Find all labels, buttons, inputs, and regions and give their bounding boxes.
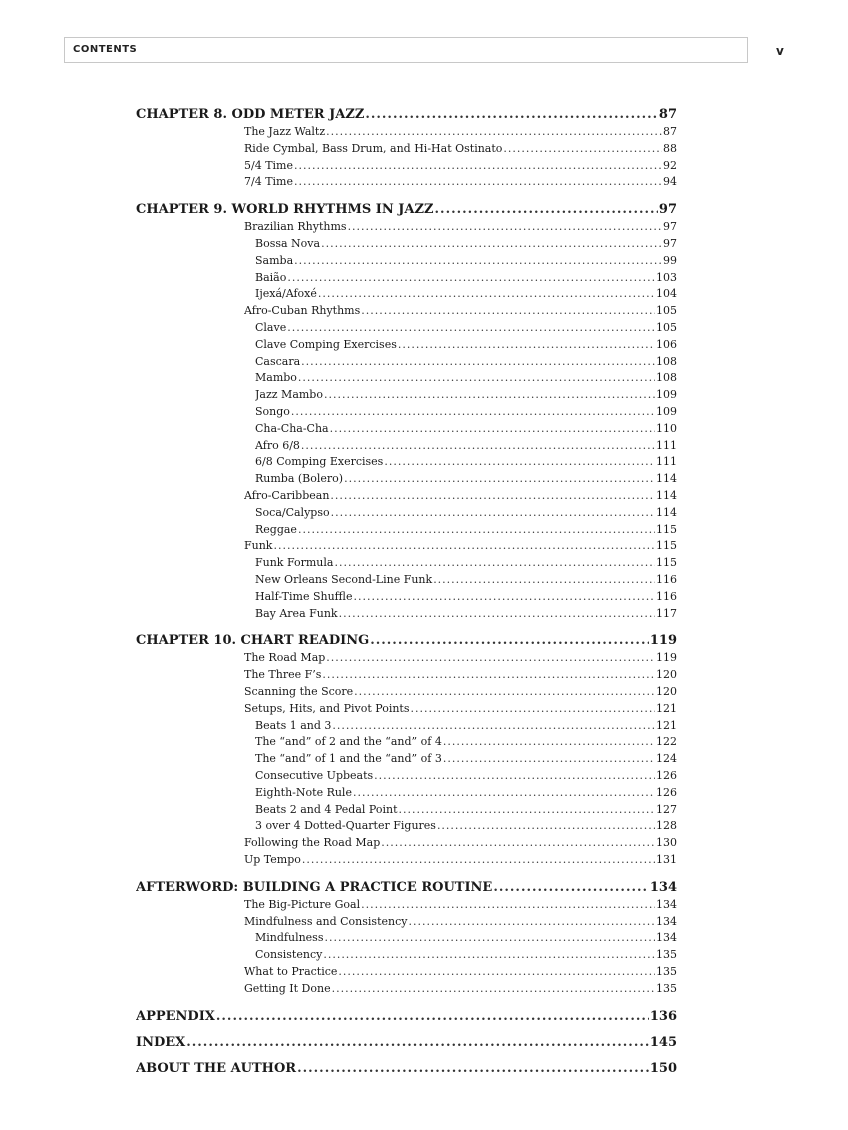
- toc-entry-page: 121: [656, 718, 677, 732]
- toc-entry-title: Half-Time Shuffle: [255, 589, 353, 603]
- toc-entry[interactable]: [255, 751, 677, 767]
- toc-entry-title: Scanning the Score: [244, 685, 354, 698]
- toc-dot-leader: [384, 454, 655, 470]
- toc-entry-page: 92: [663, 158, 677, 172]
- toc-entry-title: 6/8 Comping Exercises: [255, 455, 384, 469]
- toc-entry-page: 97: [658, 202, 677, 218]
- toc-entry-page: 120: [656, 668, 677, 682]
- toc-dot-leader: [332, 981, 655, 997]
- toc-dot-leader: [399, 802, 655, 818]
- toc-entry-title: Ijexá/Afoxé: [255, 287, 317, 301]
- toc-entry-page: 99: [663, 253, 677, 267]
- toc-dot-leader: [291, 404, 655, 420]
- toc-entry-title: The Jazz Waltz: [244, 125, 326, 138]
- toc-entry[interactable]: [244, 701, 677, 717]
- toc-entry[interactable]: [244, 835, 677, 851]
- toc-entry[interactable]: [244, 897, 677, 913]
- toc-entry[interactable]: [244, 124, 677, 140]
- toc-entry[interactable]: [255, 522, 677, 538]
- toc-entry-title: Cascara: [255, 354, 301, 368]
- toc-entry-title: INDEX: [136, 1034, 186, 1050]
- toc-entry-title: Mindfulness: [255, 931, 324, 945]
- toc-entry-page: 115: [656, 556, 677, 570]
- toc-entry[interactable]: [244, 488, 677, 504]
- toc-entry[interactable]: [255, 930, 677, 946]
- toc-entry-title: Mambo: [255, 371, 297, 385]
- toc-entry[interactable]: [255, 438, 677, 454]
- toc-entry-title: Songo: [255, 405, 290, 418]
- toc-dot-leader: [216, 1008, 649, 1026]
- toc-entry-title: Consistency: [255, 948, 323, 962]
- toc-dot-leader: [287, 320, 655, 336]
- toc-entry-title: The Big-Picture Goal: [244, 897, 361, 911]
- toc-entry-page: 127: [656, 802, 677, 816]
- toc-dot-leader: [301, 354, 655, 370]
- toc-entry-title: Cha-Cha-Cha: [255, 421, 329, 435]
- toc-entry[interactable]: [244, 852, 677, 868]
- toc-chapter-entry[interactable]: [136, 1060, 677, 1078]
- toc-entry-page: 97: [663, 237, 677, 250]
- toc-entry-page: 110: [656, 421, 677, 435]
- toc-entry-page: 134: [656, 897, 677, 911]
- toc-entry[interactable]: [255, 253, 677, 269]
- toc-entry[interactable]: [255, 286, 677, 302]
- toc-entry[interactable]: [255, 785, 677, 801]
- toc-entry-page: 119: [649, 633, 677, 649]
- toc-dot-leader: [433, 572, 655, 588]
- toc-dot-leader: [302, 852, 655, 868]
- toc-entry-title: APPENDIX: [136, 1008, 215, 1024]
- toc-entry-page: 108: [656, 371, 677, 385]
- toc-entry-title: Afro-Caribbean: [244, 489, 330, 502]
- toc-dot-leader: [186, 1034, 649, 1052]
- toc-entry-page: 120: [656, 685, 677, 698]
- toc-entry[interactable]: [244, 667, 677, 683]
- toc-dot-leader: [354, 684, 655, 700]
- toc-dot-leader: [294, 174, 662, 190]
- toc-entry[interactable]: [255, 718, 677, 734]
- toc-entry[interactable]: [244, 158, 677, 174]
- toc-entry[interactable]: [255, 454, 677, 470]
- toc-entry-title: Getting It Done: [244, 981, 331, 995]
- toc-entry[interactable]: [255, 236, 677, 252]
- toc-dot-leader: [323, 947, 655, 963]
- toc-dot-leader: [408, 914, 655, 930]
- toc-entry-title: Baião: [255, 270, 287, 284]
- toc-entry-page: 114: [656, 505, 677, 519]
- toc-entry-page: 124: [656, 752, 677, 766]
- toc-entry[interactable]: [255, 572, 677, 588]
- toc-entry-title: Reggae: [255, 522, 297, 536]
- toc-entry-page: 122: [656, 735, 677, 749]
- toc-entry-title: The Three F’s: [244, 668, 322, 682]
- toc-entry-page: 116: [656, 573, 677, 586]
- toc-dot-leader: [354, 589, 655, 605]
- toc-dot-leader: [339, 606, 655, 622]
- toc-dot-leader: [435, 201, 658, 219]
- toc-entry-page: 111: [656, 455, 677, 469]
- toc-entry-page: 114: [656, 489, 677, 502]
- toc-chapter-entry[interactable]: [136, 201, 677, 219]
- toc-entry-title: Afro-Cuban Rhythms: [244, 304, 361, 318]
- toc-dot-leader: [324, 930, 655, 946]
- toc-dot-leader: [322, 667, 655, 683]
- toc-chapter-entry[interactable]: [136, 106, 677, 124]
- toc-entry-title: CHAPTER 8. ODD METER JAZZ: [136, 107, 365, 122]
- toc-dot-leader: [443, 751, 655, 767]
- toc-entry-page: 135: [656, 948, 677, 962]
- toc-entry-page: 128: [656, 819, 677, 833]
- page-number: v: [776, 44, 784, 58]
- toc-entry-title: Samba: [255, 253, 294, 267]
- toc-entry-page: 115: [656, 522, 677, 536]
- toc-dot-leader: [353, 785, 655, 801]
- toc-entry[interactable]: [255, 589, 677, 605]
- toc-entry-title: Bossa Nova: [255, 237, 321, 250]
- toc-entry[interactable]: [255, 421, 677, 437]
- toc-dot-leader: [338, 964, 655, 980]
- toc-dot-leader: [370, 632, 649, 650]
- toc-entry-title: Jazz Mambo: [255, 388, 323, 402]
- running-header: [64, 37, 748, 63]
- toc-dot-leader: [301, 438, 655, 454]
- toc-entry-title: The Road Map: [244, 651, 326, 665]
- toc-entry[interactable]: [244, 964, 677, 980]
- toc-entry[interactable]: [255, 802, 677, 818]
- toc-entry-page: 114: [656, 472, 677, 486]
- toc-entry-page: 105: [656, 304, 677, 318]
- toc-entry[interactable]: [244, 219, 677, 235]
- toc-entry[interactable]: [255, 471, 677, 487]
- toc-entry-page: 134: [649, 879, 677, 895]
- toc-dot-leader: [330, 488, 655, 504]
- toc-dot-leader: [381, 835, 655, 851]
- toc-dot-leader: [443, 734, 655, 750]
- toc-entry[interactable]: [255, 337, 677, 353]
- toc-dot-leader: [318, 286, 655, 302]
- toc-entry[interactable]: [255, 387, 677, 403]
- toc-entry-page: 87: [658, 107, 677, 122]
- toc-entry-page: 121: [656, 701, 677, 715]
- toc-entry-title: Mindfulness and Consistency: [244, 914, 408, 928]
- toc-dot-leader: [365, 106, 658, 124]
- toc-entry-title: Clave: [255, 321, 287, 334]
- toc-entry-page: 94: [663, 175, 677, 189]
- toc-entry[interactable]: [244, 141, 677, 157]
- toc-entry-title: AFTERWORD: BUILDING A PRACTICE ROUTINE: [136, 879, 493, 895]
- toc-entry-title: Setups, Hits, and Pivot Points: [244, 701, 410, 715]
- toc-entry-title: Ride Cymbal, Bass Drum, and Hi-Hat Ostinato: [244, 141, 503, 155]
- toc-dot-leader: [332, 718, 655, 734]
- toc-dot-leader: [298, 370, 655, 386]
- toc-entry-page: 135: [656, 965, 677, 978]
- toc-dot-leader: [294, 253, 662, 269]
- toc-dot-leader: [348, 219, 662, 235]
- toc-entry-page: 126: [656, 769, 677, 782]
- toc-entry-page: 104: [656, 287, 677, 301]
- running-header-label: CONTENTS: [73, 44, 138, 55]
- toc-dot-leader: [324, 387, 655, 403]
- toc-dot-leader: [411, 701, 656, 717]
- toc-entry-title: Afro 6/8: [255, 438, 300, 452]
- toc-entry[interactable]: [255, 947, 677, 963]
- toc-entry-title: What to Practice: [244, 965, 338, 978]
- toc-entry-page: 136: [649, 1008, 677, 1024]
- toc-entry[interactable]: [255, 768, 677, 784]
- toc-dot-leader: [297, 1060, 649, 1078]
- toc-entry[interactable]: [255, 505, 677, 521]
- toc-dot-leader: [361, 303, 655, 319]
- toc-entry-page: 116: [656, 589, 677, 603]
- toc-chapter-entry[interactable]: [136, 1034, 677, 1052]
- toc-entry-page: 135: [656, 981, 677, 995]
- toc-entry-title: Funk: [244, 539, 273, 553]
- toc-entry-page: 109: [656, 388, 677, 402]
- toc-entry-title: Soca/Calypso: [255, 505, 330, 519]
- toc-entry-page: 119: [656, 651, 677, 665]
- toc-entry[interactable]: [255, 320, 677, 336]
- toc-entry-title: Clave Comping Exercises: [255, 337, 397, 351]
- toc-dot-leader: [330, 421, 655, 437]
- toc-entry-page: 134: [656, 914, 677, 928]
- toc-dot-leader: [294, 158, 662, 174]
- toc-entry[interactable]: [244, 650, 677, 666]
- toc-entry-page: 145: [649, 1034, 677, 1050]
- toc-entry[interactable]: [255, 270, 677, 286]
- toc-entry[interactable]: [255, 818, 677, 834]
- toc-chapter-entry[interactable]: [136, 879, 677, 897]
- toc-entry-title: ABOUT THE AUTHOR: [136, 1060, 297, 1076]
- toc-entry-title: 5/4 Time: [244, 158, 293, 172]
- toc-entry-title: Following the Road Map: [244, 836, 381, 850]
- toc-entry[interactable]: [255, 370, 677, 386]
- toc-entry-page: 97: [663, 220, 677, 234]
- toc-entry-page: 130: [656, 836, 677, 850]
- toc-entry-title: Up Tempo: [244, 853, 301, 866]
- toc-entry-title: The “and” of 2 and the “and” of 4: [255, 735, 442, 749]
- toc-dot-leader: [361, 897, 655, 913]
- toc-entry-page: 117: [656, 606, 677, 620]
- toc-entry-title: The “and” of 1 and the “and” of 3: [255, 752, 442, 766]
- toc-entry-title: 3 over 4 Dotted-Quarter Figures: [255, 819, 436, 833]
- toc-dot-leader: [321, 236, 662, 252]
- toc-chapter-entry[interactable]: [136, 1008, 677, 1026]
- toc-dot-leader: [331, 505, 655, 521]
- toc-dot-leader: [326, 650, 655, 666]
- toc-chapter-entry[interactable]: [136, 632, 677, 650]
- toc-entry[interactable]: [255, 555, 677, 571]
- toc-entry[interactable]: [244, 981, 677, 997]
- toc-entry[interactable]: [255, 606, 677, 622]
- toc-dot-leader: [437, 818, 655, 834]
- toc-entry-title: Beats 2 and 4 Pedal Point: [255, 802, 398, 816]
- toc-dot-leader: [273, 538, 655, 554]
- toc-dot-leader: [334, 555, 655, 571]
- toc-entry-page: 103: [656, 270, 677, 284]
- toc-dot-leader: [287, 270, 655, 286]
- toc-entry-title: New Orleans Second-Line Funk: [255, 573, 433, 586]
- toc-dot-leader: [493, 879, 649, 897]
- toc-entry-title: Beats 1 and 3: [255, 718, 332, 732]
- toc-dot-leader: [398, 337, 655, 353]
- toc-entry-page: 87: [663, 125, 677, 138]
- toc-entry-page: 126: [656, 785, 677, 799]
- toc-entry-page: 150: [649, 1060, 677, 1076]
- toc-entry[interactable]: [255, 404, 677, 420]
- toc-entry[interactable]: [244, 174, 677, 190]
- toc-dot-leader: [298, 522, 655, 538]
- toc-entry-page: 134: [656, 931, 677, 945]
- toc-entry-page: 115: [656, 539, 677, 553]
- toc-entry[interactable]: [244, 684, 677, 700]
- toc-entry-title: CHAPTER 9. WORLD RHYTHMS IN JAZZ: [136, 202, 434, 218]
- toc-entry-title: CHAPTER 10. CHART READING: [136, 633, 370, 649]
- toc-dot-leader: [326, 124, 662, 140]
- toc-entry-page: 109: [656, 405, 677, 418]
- toc-dot-leader: [374, 768, 655, 784]
- toc-entry[interactable]: [244, 538, 677, 554]
- toc-entry-page: 88: [663, 141, 677, 155]
- toc-entry[interactable]: [244, 914, 677, 930]
- toc-dot-leader: [344, 471, 655, 487]
- toc-entry-title: Brazilian Rhythms: [244, 220, 347, 234]
- toc-entry[interactable]: [244, 303, 677, 319]
- toc-entry-page: 105: [656, 321, 677, 334]
- toc-entry-title: Bay Area Funk: [255, 606, 338, 620]
- toc-entry[interactable]: [255, 734, 677, 750]
- toc-entry-title: Consecutive Upbeats: [255, 769, 374, 782]
- toc-entry-page: 111: [656, 438, 677, 452]
- toc-entry-title: Eighth-Note Rule: [255, 785, 352, 799]
- toc-entry-page: 108: [656, 354, 677, 368]
- toc-entry-page: 131: [656, 853, 677, 866]
- toc-dot-leader: [503, 141, 662, 157]
- toc-entry-title: Rumba (Bolero): [255, 472, 344, 486]
- toc-entry-title: 7/4 Time: [244, 175, 293, 189]
- toc-entry[interactable]: [255, 354, 677, 370]
- toc-entry-title: Funk Formula: [255, 556, 334, 570]
- toc-entry-page: 106: [656, 337, 677, 351]
